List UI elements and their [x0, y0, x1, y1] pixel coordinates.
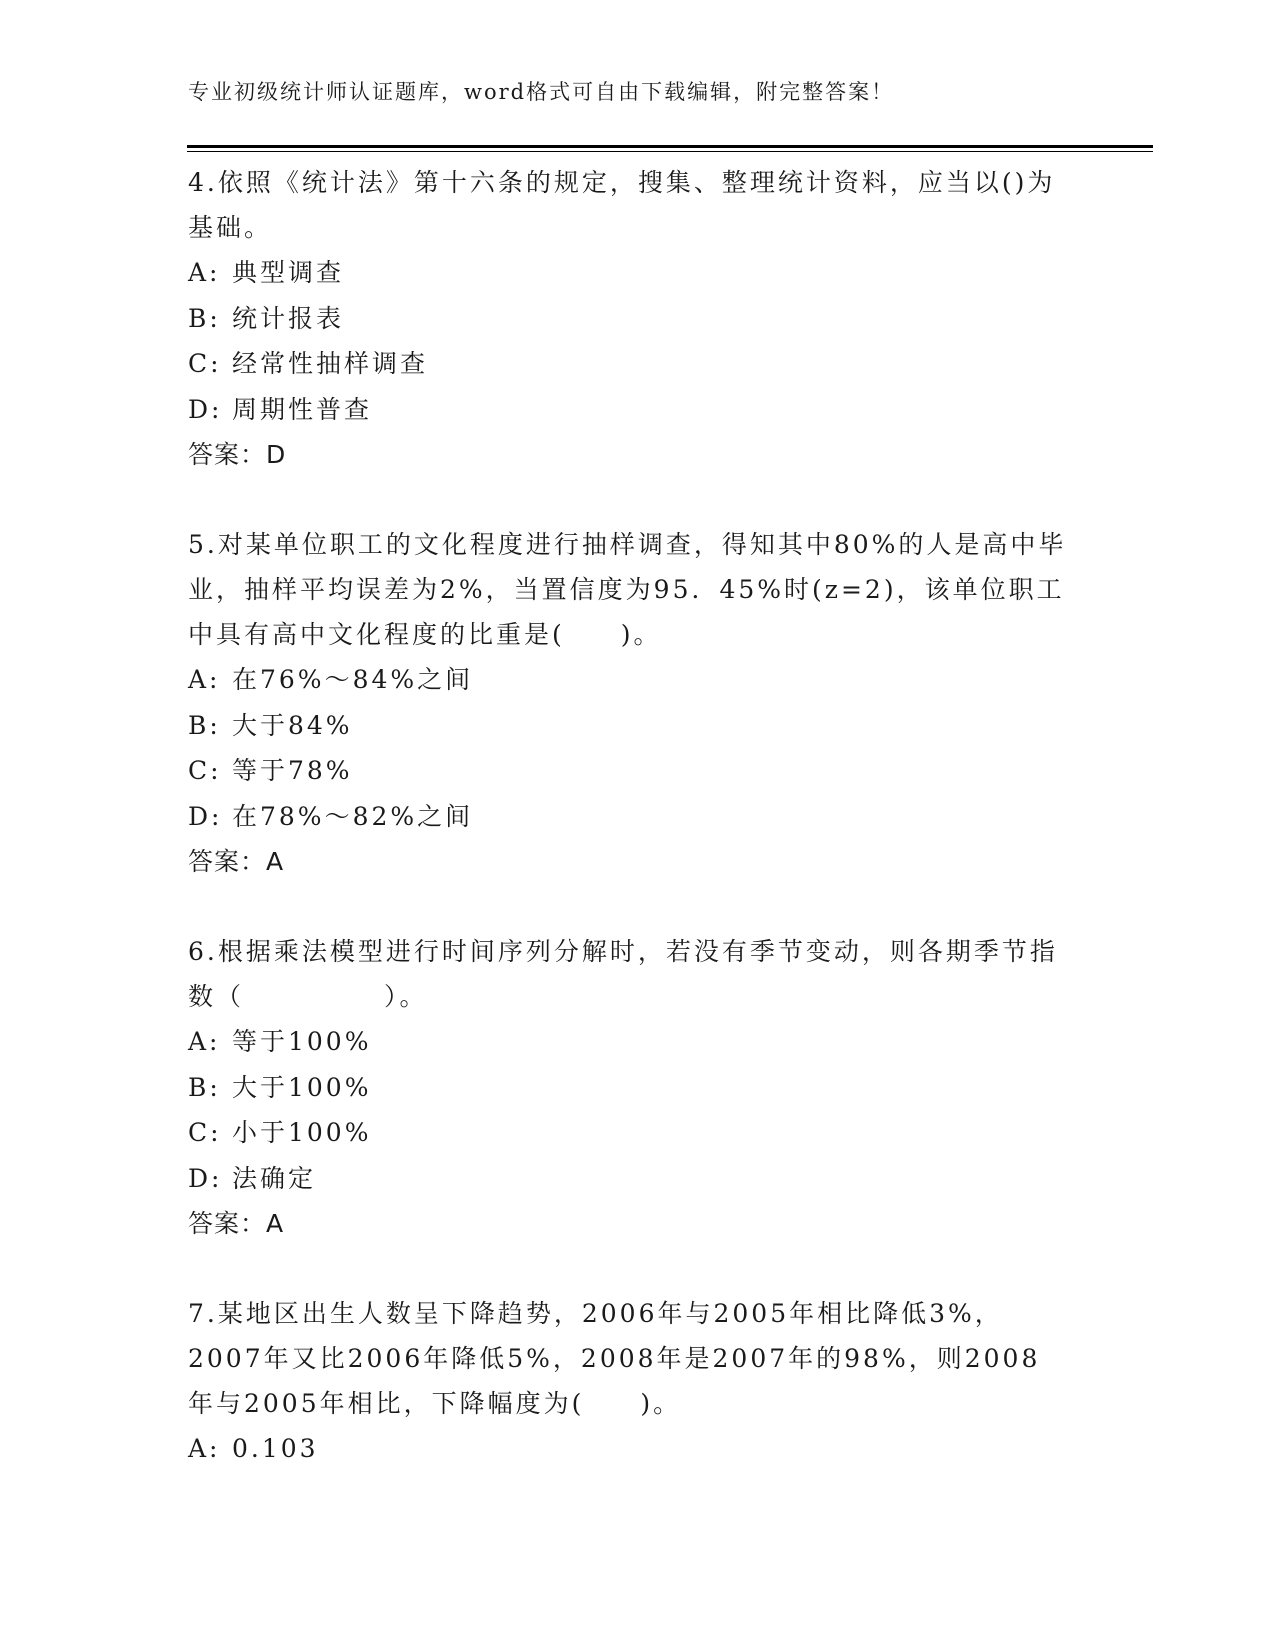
- question-text: 7.某地区出生人数呈下降趋势，2006年与2005年相比降低3%，2007年又比2006年降低5%，2008年是2007年的98%，则2008年与2005年相比，下降幅度为( )。: [188, 1299, 1041, 1418]
- option-label: A:: [188, 258, 221, 287]
- option-label: A:: [188, 1027, 221, 1056]
- option-c: [188, 1110, 1068, 1156]
- answer-line: 答案：D: [188, 440, 287, 469]
- option-label: C:: [188, 1118, 222, 1147]
- header-rule-thick: [187, 145, 1153, 148]
- option-text: 大于84%: [232, 710, 353, 740]
- option-c: [188, 748, 1068, 794]
- option-label: D:: [188, 801, 223, 831]
- question-text: 6.根据乘法模型进行时间序列分解时，若没有季节变动，则各期季节指数（ ）。: [188, 937, 1058, 1011]
- option-label: B:: [188, 710, 221, 740]
- option-label: C:: [188, 349, 222, 378]
- option-text: 大于100%: [232, 1072, 372, 1102]
- option-d: [188, 387, 1068, 433]
- option-a: [188, 1426, 1068, 1472]
- answer-line: 答案：A: [188, 1209, 285, 1238]
- question-6: [188, 929, 1068, 1247]
- option-text: 统计报表: [232, 303, 345, 333]
- option-text: 等于100%: [232, 1027, 372, 1056]
- option-text: 在76%～84%之间: [232, 665, 474, 694]
- question-7: [188, 1291, 1068, 1472]
- option-a: [188, 657, 1068, 703]
- option-label: A:: [188, 1434, 221, 1463]
- option-b: [188, 703, 1068, 749]
- option-text: 0.103: [232, 1434, 319, 1463]
- option-label: B:: [188, 303, 221, 333]
- question-text: 5.对某单位职工的文化程度进行抽样调查，得知其中80%的人是高中毕业，抽样平均误差为2%，当置信度为95．45%时(z=2)，该单位职工中具有高中文化程度的比重是( )。: [188, 530, 1067, 649]
- page-header: 专业初级统计师认证题库，word格式可自由下载编辑，附完整答案！: [188, 80, 895, 104]
- option-a: [188, 250, 1068, 296]
- option-c: [188, 341, 1068, 387]
- option-text: 法确定: [232, 1163, 317, 1193]
- question-list: [188, 160, 1068, 1516]
- option-label: A:: [188, 665, 221, 694]
- option-d: [188, 1156, 1068, 1202]
- option-label: C:: [188, 756, 222, 785]
- answer-line: 答案：A: [188, 847, 285, 876]
- option-text: 经常性抽样调查: [232, 349, 429, 378]
- option-d: [188, 794, 1068, 840]
- option-text: 典型调查: [232, 258, 345, 287]
- option-text: 周期性普查: [232, 394, 373, 424]
- option-text: 在78%～82%之间: [232, 801, 474, 831]
- option-label: D:: [188, 1163, 223, 1193]
- option-b: [188, 1065, 1068, 1111]
- question-5: [188, 522, 1068, 885]
- option-label: D:: [188, 394, 223, 424]
- header-rule-thin: [187, 151, 1153, 152]
- question-4: [188, 160, 1068, 478]
- option-text: 小于100%: [232, 1118, 372, 1147]
- option-text: 等于78%: [232, 756, 353, 785]
- question-text: 4.依照《统计法》第十六条的规定，搜集、整理统计资料，应当以()为基础。: [188, 168, 1056, 242]
- option-b: [188, 296, 1068, 342]
- option-label: B:: [188, 1072, 221, 1102]
- option-a: [188, 1019, 1068, 1065]
